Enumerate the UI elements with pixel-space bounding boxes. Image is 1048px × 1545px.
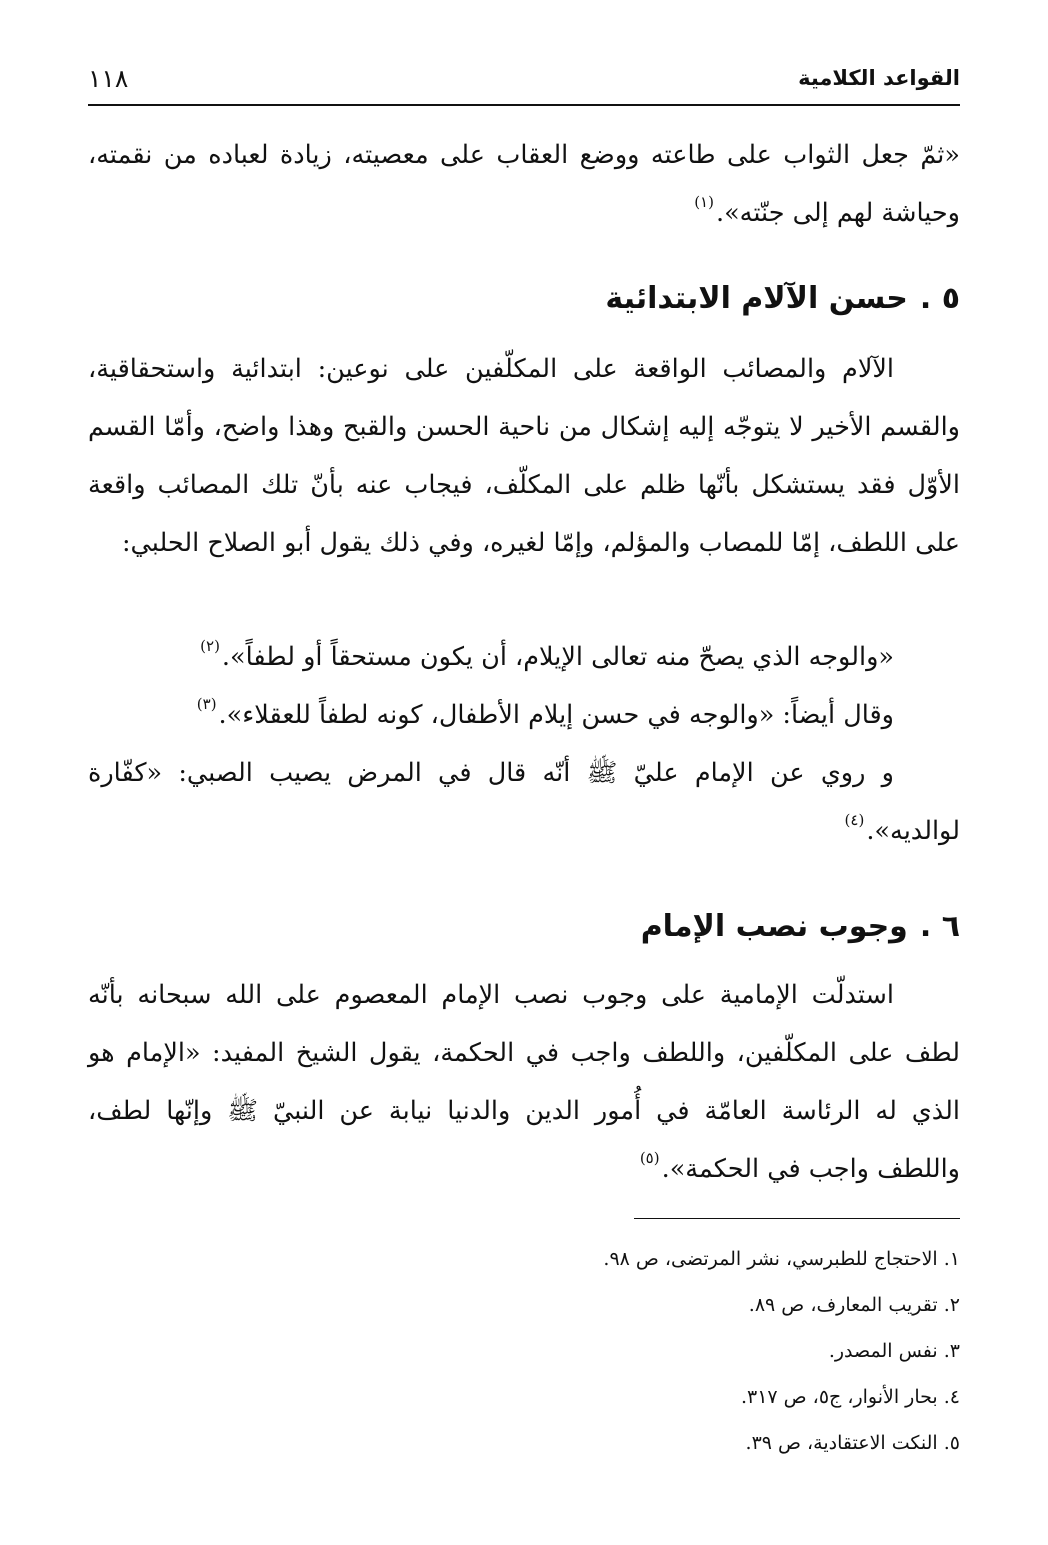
footnote-rule — [634, 1218, 960, 1219]
intro-quote — [88, 126, 960, 242]
footnote-ref-5: (٥) — [639, 1149, 660, 1167]
intro-quote-text: «ثمّ جعل الثواب على طاعته ووضع العقاب على معصيته، زيادة لعباده من نقمته، وحياشة لهم إلى جنّته». — [88, 140, 960, 228]
footnotes-list — [88, 1236, 960, 1466]
footnote-item: ٢. تقريب المعارف، ص ٨٩. — [748, 1294, 960, 1316]
section-5-paragraph: الآلام والمصائب الواقعة على المكلّفين على نوعين: ابتدائية واستحقاقية، والقسم الأخير لا يتوجّه إليه إشكال من ناحية الحسن والقبح وهذا واضح، وأمّا القسم الأوّل فقد يستشكل بأنّها ظلم على المكلّف، فيجاب عنه بأنّ تلك المصائب واقعة على اللطف، إمّا للمصاب والمؤلم، وإمّا لغيره، وفي ذلك يقول أبو الصلاح الحلبي: — [88, 354, 960, 558]
quote-2-text: وقال أيضاً: «والوجه في حسن إيلام الأطفال، كونه لطفاً للعقلاء». — [218, 700, 894, 730]
book-title: القواعد الكلامية — [798, 66, 960, 90]
footnote-item: ٥. النكت الاعتقادية، ص ٣٩. — [745, 1432, 960, 1454]
header-rule — [88, 104, 960, 106]
footnote-ref-2: (٢) — [200, 637, 220, 655]
running-header — [88, 58, 960, 98]
section-6-text: استدلّت الإمامية على وجوب نصب الإمام المعصوم على الله سبحانه بأنّه لطف على المكلّفين، واللطف واجب في الحكمة، يقول الشيخ المفيد: «الإمام هو الذي له الرئاسة العامّة في أُمور الدين والدنيا نيابة عن النبيّ ﷺ وإنّها لطف، واللطف واجب في الحكمة». — [88, 980, 960, 1184]
footnote-ref-4: (٤) — [844, 811, 865, 829]
section-5-quote-1 — [88, 628, 894, 686]
footnote-ref-1: (١) — [694, 193, 714, 211]
section-6-title: وجوب نصب الإمام — [640, 909, 908, 944]
section-5-paragraph-2 — [88, 744, 960, 860]
section-5-title: حسن الآلام الابتدائية — [605, 281, 908, 316]
section-5-number: ٥ . — [919, 281, 960, 316]
section-6-heading — [641, 902, 960, 952]
section-6-number: ٦ . — [919, 909, 960, 944]
footnote-item: ٤. بحار الأنوار، ج٥، ص ٣١٧. — [740, 1386, 960, 1408]
section-5-quote-2 — [88, 686, 894, 744]
section-5-heading — [605, 274, 960, 324]
footnote-item: ٣. نفس المصدر. — [828, 1340, 960, 1362]
quote-1-text: «والوجه الذي يصحّ منه تعالى الإيلام، أن يكون مستحقاً أو لطفاً». — [221, 642, 894, 672]
book-page — [88, 0, 960, 1545]
section-6-paragraph — [88, 966, 960, 1198]
footnote-ref-3: (٣) — [196, 695, 217, 713]
paragraph-2-text: و روي عن الإمام عليّ ﷺ أنّه قال في المرض يصيب الصبي: «كفّارة لوالديه». — [88, 758, 960, 846]
page-number: ١١٨ — [88, 63, 129, 93]
footnote-item: ١. الاحتجاج للطبرسي، نشر المرتضى، ص ٩٨. — [603, 1248, 960, 1270]
